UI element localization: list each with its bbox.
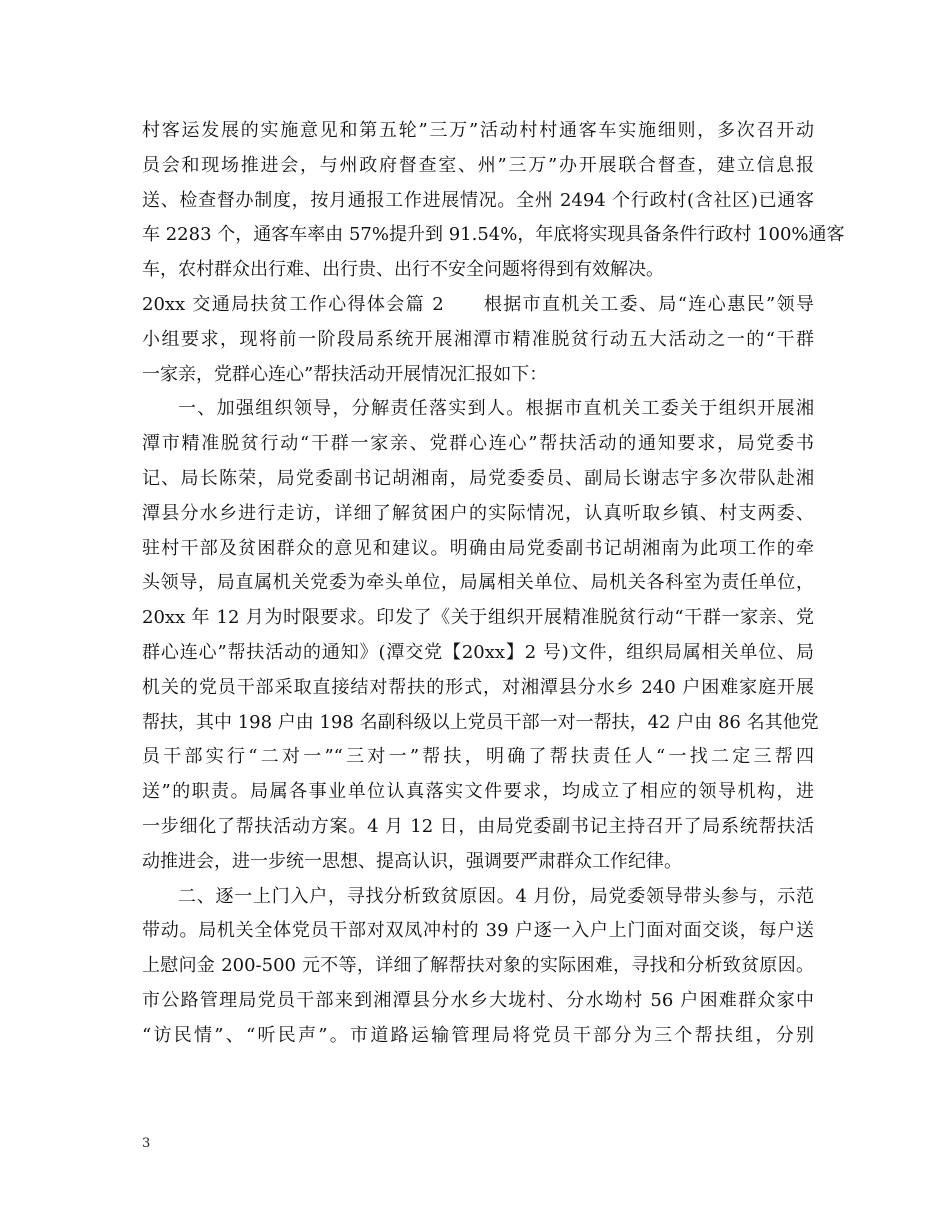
text-line: 一步细化了帮扶活动方案。4 月 12 日，由局党委副书记主持召开了局系统帮扶活 — [142, 815, 814, 837]
text-line: 车，农村群众出行难、出行贵、出行不安全问题将得到有效解决。 — [142, 259, 664, 281]
text-line: 驻村干部及贫困群众的意见和建议。明确由局党委副书记胡湘南为此项工作的牵 — [142, 537, 814, 559]
text-line: 车 2283 个，通客车率由 57%提升到 91.54%，年底将实现具备条件行政村 100%通客 — [142, 224, 845, 246]
text-line: 潭市精准脱贫行动“干群一家亲、党群心连心”帮扶活动的通知要求，局党委书 — [142, 433, 814, 455]
text-line: 潭县分水乡进行走访，详细了解贫困户的实际情况，认真听取乡镇、村支两委、 — [142, 502, 814, 524]
text-line: 群心连心”帮扶活动的通知》(潭交党【20xx】2 号)文件，组织局属相关单位、局 — [142, 641, 814, 663]
body-text — [142, 114, 845, 1054]
text-line: 小组要求，现将前一阶段局系统开展湘潭市精准脱贫行动五大活动之一的“干群 — [142, 328, 814, 350]
text-line: 动推进会，进一步统一思想、提高认识，强调要严肃群众工作纪律。 — [142, 850, 682, 872]
text-line: 市公路管理局党员干部来到湘潭县分水乡大垅村、分水坳村 56 户困难群众家中 — [142, 989, 814, 1011]
text-line: 20xx 年 12 月为时限要求。印发了《关于组织开展精准脱贫行动“干群一家亲、党 — [142, 607, 814, 629]
text-line: 员干部实行“二对一”“三对一”帮扶，明确了帮扶责任人“一找二定三帮四 — [142, 746, 814, 768]
text-line: 帮扶，其中 198 户由 198 名副科级以上党员干部一对一帮扶，42 户由 86 名其他党 — [142, 711, 819, 733]
text-line: 带动。局机关全体党员干部对双凤冲村的 39 户逐一入户上门面对面交谈，每户送 — [142, 920, 814, 942]
text-line: 记、局长陈荣，局党委副书记胡湘南，局党委委员、副局长谢志宇多次带队赴湘 — [142, 467, 814, 489]
text-line: 一家亲，党群心连心”帮扶活动开展情况汇报如下： — [142, 363, 548, 385]
section-heading-line: 20xx 交通局扶贫工作心得体会篇 2 根据市直机关工委、局“连心惠民”领导 — [142, 293, 814, 315]
text-line: 机关的党员干部采取直接结对帮扶的形式，对湘潭县分水乡 240 户困难家庭开展 — [142, 676, 814, 698]
text-line: 村客运发展的实施意见和第五轮”三万”活动村村通客车实施细则，多次召开动 — [142, 120, 814, 141]
page-number: 3 — [142, 1136, 151, 1151]
text-line: 送、检查督办制度，按月通报工作进展情况。全州 2494 个行政村(含社区)已通客 — [142, 189, 814, 211]
text-line: 员会和现场推进会，与州政府督查室、州”三万”办开展联合督查，建立信息报 — [142, 154, 814, 176]
text-line: 头领导，局直属机关党委为牵头单位，局属相关单位、局机关各科室为责任单位， — [142, 572, 814, 594]
text-line: 送”的职责。局属各事业单位认真落实文件要求，均成立了相应的领导机构，进 — [142, 781, 814, 803]
text-line: 上慰问金 200-500 元不等，详细了解帮扶对象的实际困难，寻找和分析致贫原因。 — [142, 955, 814, 977]
paragraph-start-line: 二、逐一上门入户，寻找分析致贫原因。4 月份，局党委领导带头参与，示范 — [178, 885, 814, 907]
paragraph-start-line: 一、加强组织领导，分解责任落实到人。根据市直机关工委关于组织开展湘 — [178, 398, 814, 420]
text-line: “访民情”、“听民声”。市道路运输管理局将党员干部分为三个帮扶组，分别 — [142, 1024, 814, 1046]
